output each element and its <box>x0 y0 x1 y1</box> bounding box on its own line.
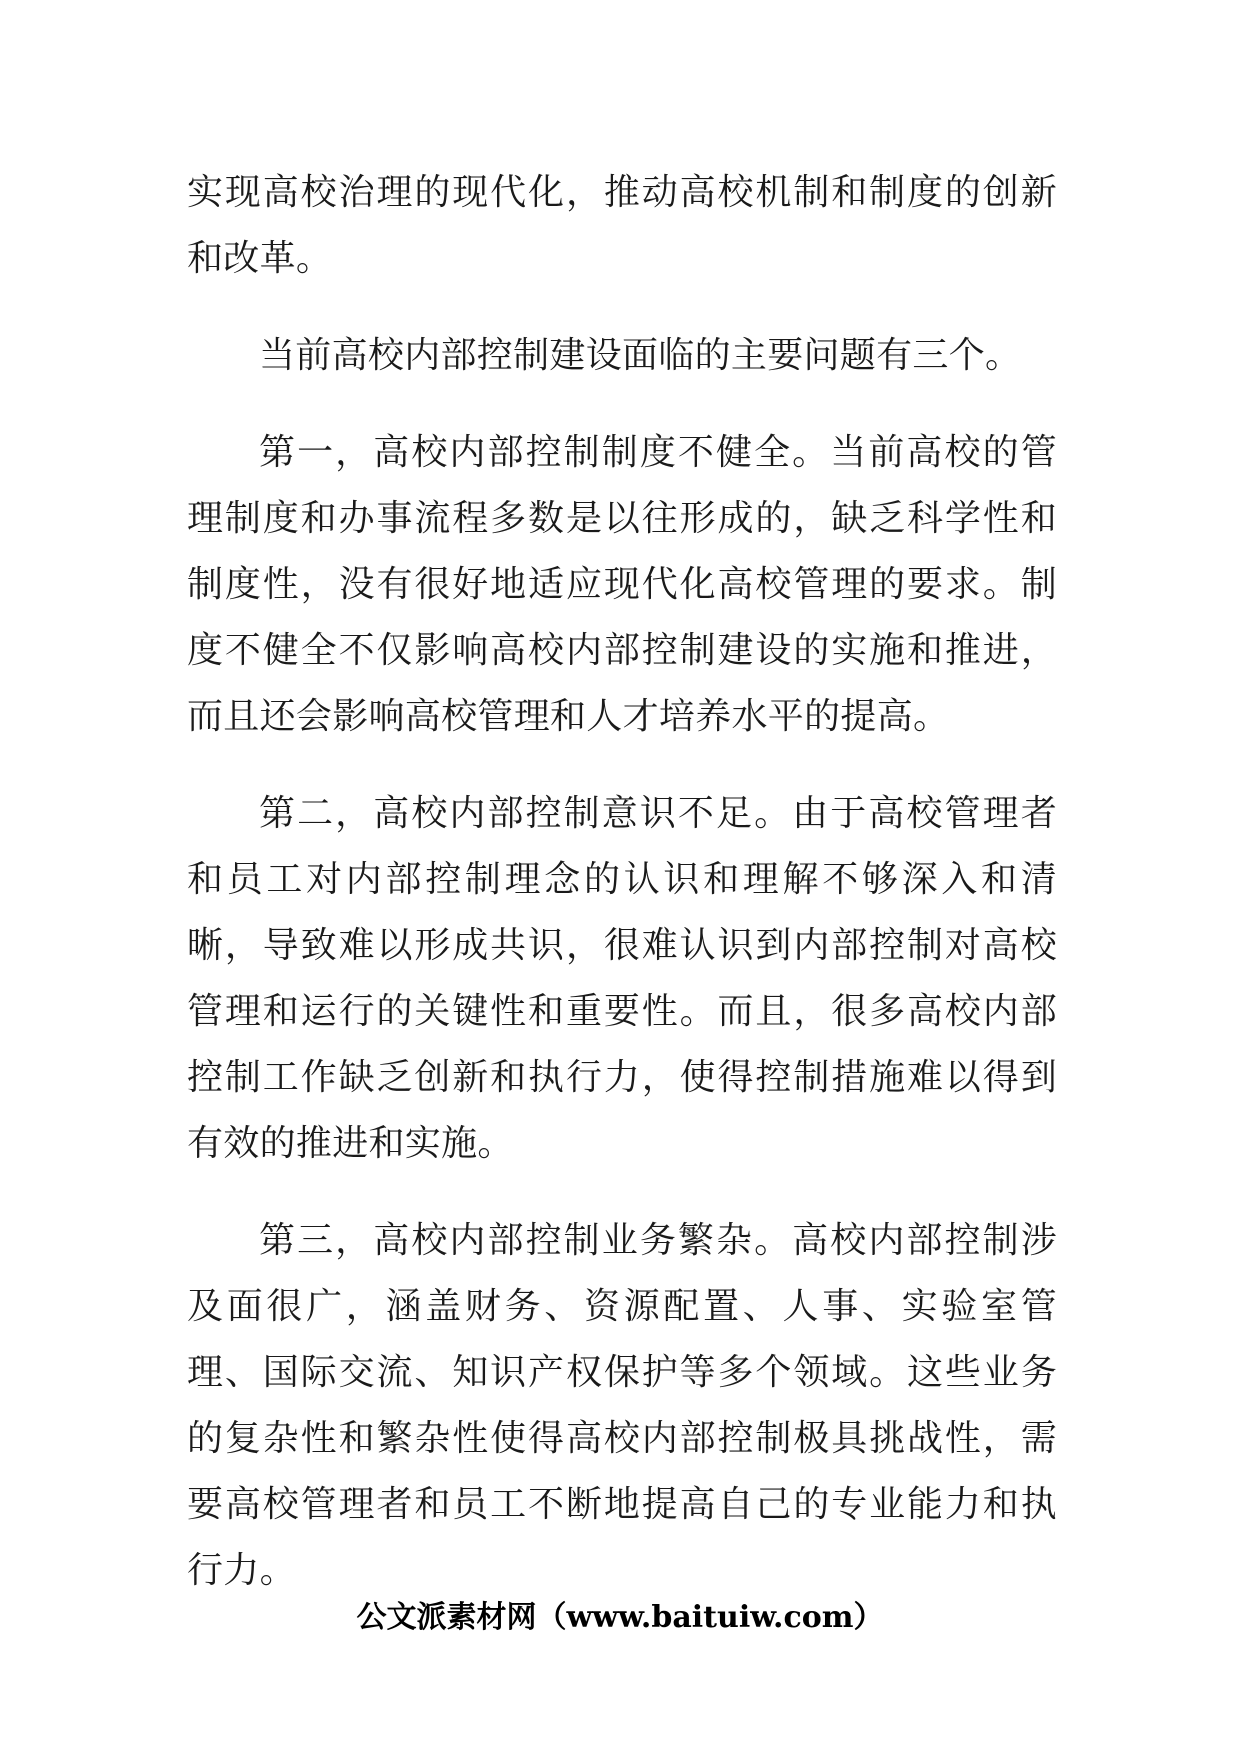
document-body <box>187 160 1057 1635</box>
paragraph-continuation: 实现高校治理的现代化，推动高校机制和制度的创新和改革。 <box>187 172 1057 279</box>
page-footer-source: 公文派素材网（www.baituiw.com） <box>356 1600 884 1635</box>
paragraph-second-issue: 第二，高校内部控制意识不足。由于高校管理者和员工对内部控制理念的认识和理解不够深入和清晰，导致难以形成共识，很难认识到内部控制对高校管理和运行的关键性和重要性。而且，很多高校内部控制工作缺乏创新和执行力，使得控制措施难以得到有效的推进和实施。 <box>187 793 1057 1164</box>
paragraph-intro: 当前高校内部控制建设面临的主要问题有三个。 <box>259 335 1022 376</box>
paragraph-first-issue: 第一，高校内部控制制度不健全。当前高校的管理制度和办事流程多数是以往形成的，缺乏科学性和制度性，没有很好地适应现代化高校管理的要求。制度不健全不仅影响高校内部控制建设的实施和推进，而且还会影响高校管理和人才培养水平的提高。 <box>187 432 1057 737</box>
paragraph-third-issue: 第三，高校内部控制业务繁杂。高校内部控制涉及面很广，涵盖财务、资源配置、人事、实验室管理、国际交流、知识产权保护等多个领域。这些业务的复杂性和繁杂性使得高校内部控制极具挑战性，需要高校管理者和员工不断地提高自己的专业能力和执行力。 <box>187 1220 1057 1591</box>
